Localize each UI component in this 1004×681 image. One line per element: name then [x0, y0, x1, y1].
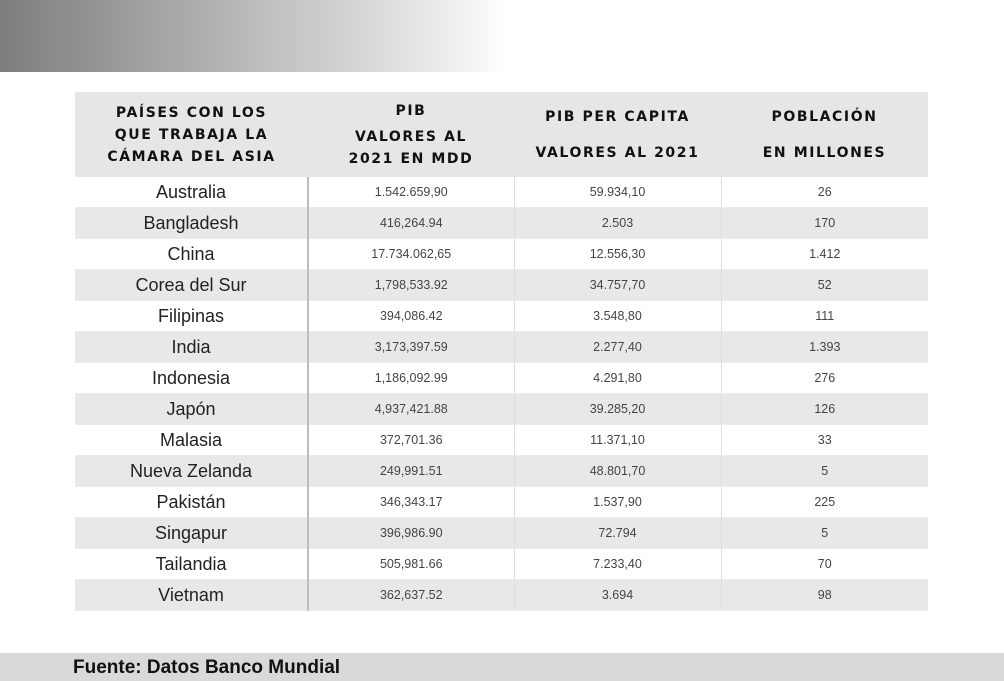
table-row — [75, 177, 928, 208]
pib-per-capita-cell: 3.548,80 — [514, 301, 721, 332]
pib-per-capita-cell: 11.371,10 — [514, 425, 721, 456]
table-row — [75, 518, 928, 549]
pib-cell: 1.542.659,90 — [308, 177, 514, 208]
pib-per-capita-cell: 48.801,70 — [514, 456, 721, 487]
pib-cell: 1,798,533.92 — [308, 270, 514, 301]
pib-cell: 362,637.52 — [308, 580, 514, 611]
poblacion-cell: 5 — [721, 456, 928, 487]
poblacion-cell: 111 — [721, 301, 928, 332]
table-header-row — [75, 92, 928, 177]
pib-cell: 4,937,421.88 — [308, 394, 514, 425]
country-cell: Bangladesh — [75, 208, 308, 239]
country-cell: Nueva Zelanda — [75, 456, 308, 487]
pib-per-capita-cell: 59.934,10 — [514, 177, 721, 208]
source-note: Fuente: Datos Banco Mundial — [73, 657, 341, 678]
country-cell: Pakistán — [75, 487, 308, 518]
pib-cell: 346,343.17 — [308, 487, 514, 518]
table-row — [75, 394, 928, 425]
poblacion-cell: 5 — [721, 518, 928, 549]
pib-cell: 17.734.062,65 — [308, 239, 514, 270]
poblacion-cell: 276 — [721, 363, 928, 394]
country-cell: Vietnam — [75, 580, 308, 611]
table-row — [75, 332, 928, 363]
country-cell: India — [75, 332, 308, 363]
pib-cell: 1,186,092.99 — [308, 363, 514, 394]
poblacion-cell: 126 — [721, 394, 928, 425]
table-row — [75, 301, 928, 332]
pib-per-capita-cell: 72.794 — [514, 518, 721, 549]
country-cell: Tailandia — [75, 549, 308, 580]
pib-per-capita-cell: 34.757,70 — [514, 270, 721, 301]
header-pib-per-capita: PIB PER CAPITA VALORES AL 2021 — [514, 92, 721, 177]
poblacion-cell: 225 — [721, 487, 928, 518]
table-row — [75, 239, 928, 270]
pib-per-capita-cell: 39.285,20 — [514, 394, 721, 425]
country-cell: Singapur — [75, 518, 308, 549]
pib-cell: 394,086.42 — [308, 301, 514, 332]
table-row — [75, 456, 928, 487]
pib-per-capita-cell: 4.291,80 — [514, 363, 721, 394]
poblacion-cell: 26 — [721, 177, 928, 208]
table-row — [75, 270, 928, 301]
pib-per-capita-cell: 7.233,40 — [514, 549, 721, 580]
pib-cell: 372,701.36 — [308, 425, 514, 456]
poblacion-cell: 1.412 — [721, 239, 928, 270]
poblacion-cell: 1.393 — [721, 332, 928, 363]
table-row — [75, 487, 928, 518]
header-paises: PAÍSES CON LOS QUE TRABAJA LA CÁMARA DEL ASIA — [75, 92, 308, 177]
country-cell: Indonesia — [75, 363, 308, 394]
country-cell: Corea del Sur — [75, 270, 308, 301]
poblacion-cell: 70 — [721, 549, 928, 580]
country-cell: Filipinas — [75, 301, 308, 332]
poblacion-cell: 52 — [721, 270, 928, 301]
pib-per-capita-cell: 2.277,40 — [514, 332, 721, 363]
header-gradient-bar — [0, 0, 510, 72]
country-cell: Japón — [75, 394, 308, 425]
header-pib: PIB VALORES AL 2021 EN MDD — [308, 92, 514, 177]
table-row — [75, 208, 928, 239]
pib-cell: 249,991.51 — [308, 456, 514, 487]
poblacion-cell: 98 — [721, 580, 928, 611]
poblacion-cell: 33 — [721, 425, 928, 456]
country-cell: Malasia — [75, 425, 308, 456]
header-poblacion: POBLACIÓN EN MILLONES — [721, 92, 928, 177]
table-row — [75, 549, 928, 580]
country-cell: Australia — [75, 177, 308, 208]
pib-cell: 396,986.90 — [308, 518, 514, 549]
country-cell: China — [75, 239, 308, 270]
table-row — [75, 425, 928, 456]
pib-per-capita-cell: 2.503 — [514, 208, 721, 239]
pib-cell: 416,264.94 — [308, 208, 514, 239]
asia-countries-table — [75, 92, 928, 611]
footer-bar — [0, 653, 1004, 681]
pib-cell: 505,981.66 — [308, 549, 514, 580]
pib-per-capita-cell: 1.537,90 — [514, 487, 721, 518]
table-row — [75, 363, 928, 394]
pib-per-capita-cell: 12.556,30 — [514, 239, 721, 270]
poblacion-cell: 170 — [721, 208, 928, 239]
pib-per-capita-cell: 3.694 — [514, 580, 721, 611]
pib-cell: 3,173,397.59 — [308, 332, 514, 363]
table-row — [75, 580, 928, 611]
